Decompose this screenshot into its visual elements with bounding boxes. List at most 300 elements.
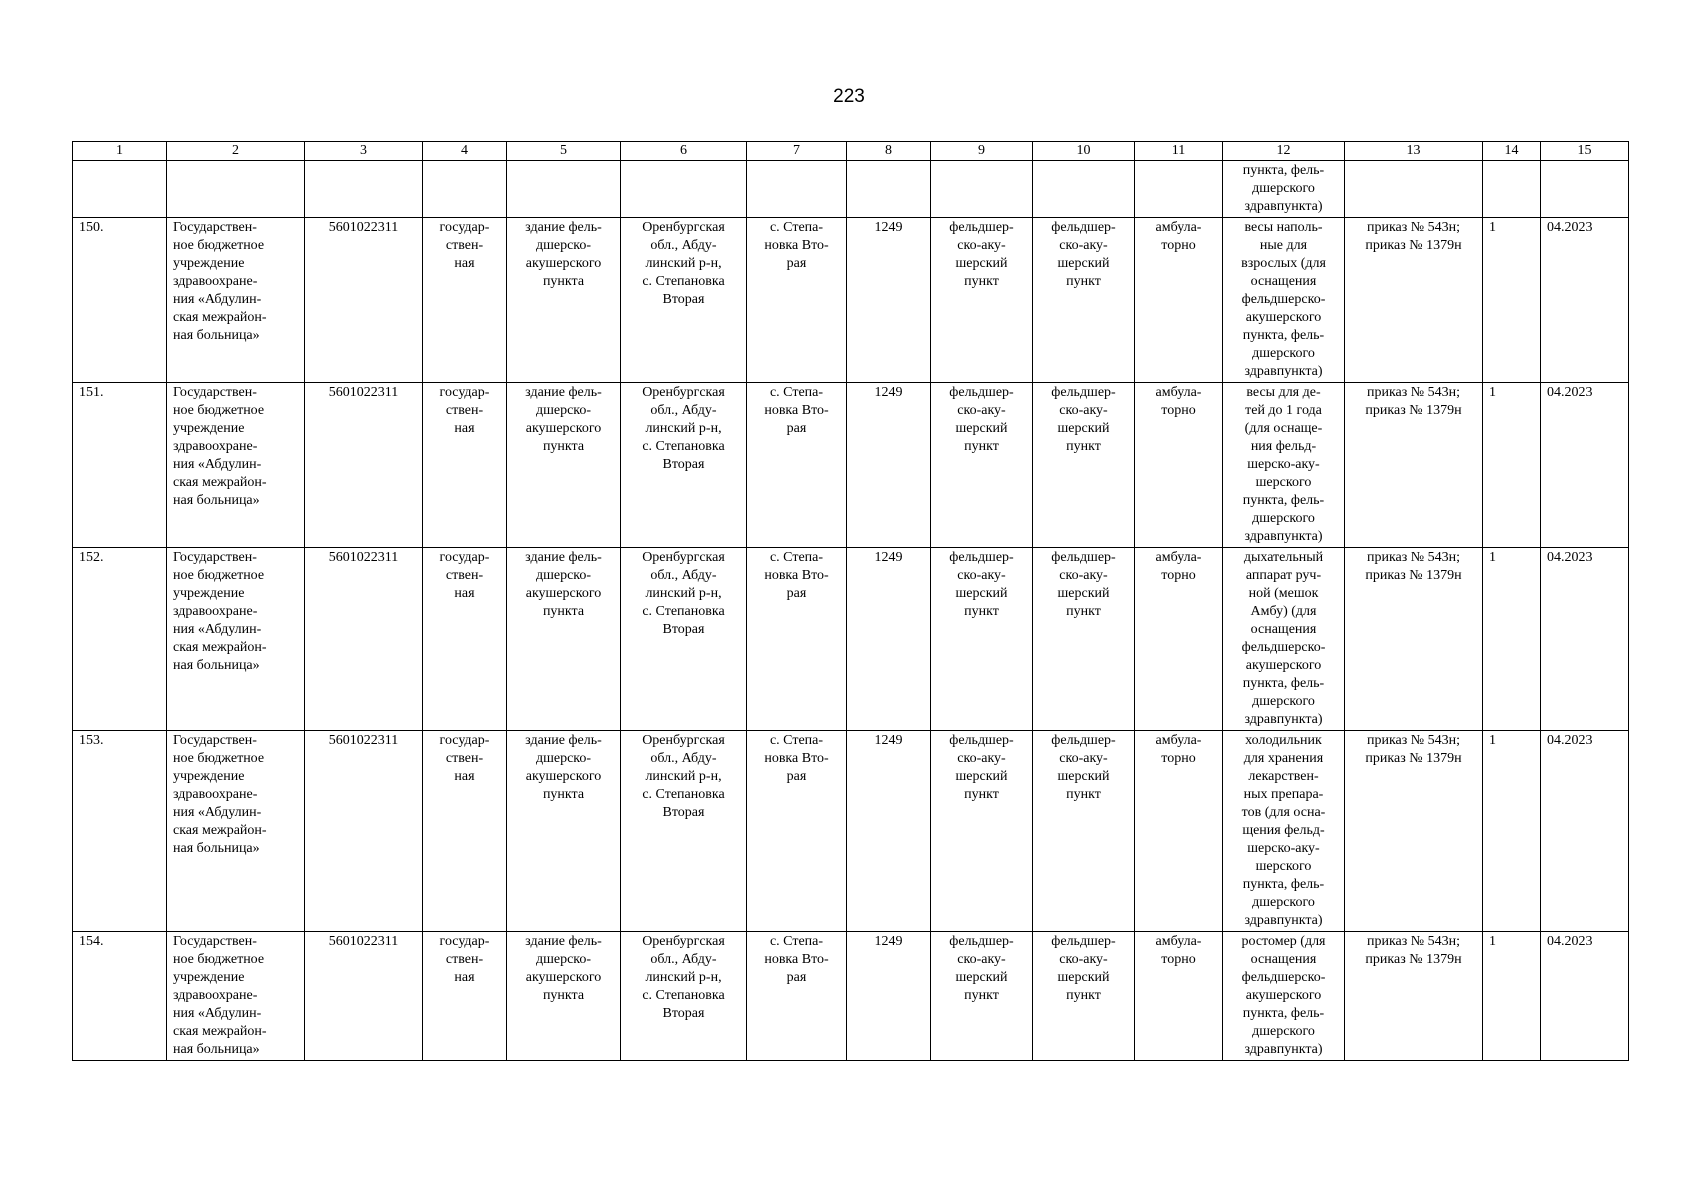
- cell-line: ная: [454, 586, 475, 601]
- cell-line: торно: [1161, 751, 1196, 766]
- cell-line: учреждение: [173, 970, 245, 985]
- equipment-cell: [1223, 932, 1345, 1061]
- cell-line: пункта, фель-: [1242, 493, 1325, 508]
- cell-line: шерский: [955, 769, 1008, 784]
- row-number-cell: 151.: [73, 383, 167, 548]
- cell-line: амбула-: [1155, 733, 1202, 748]
- cell-line: ско-аку-: [957, 751, 1006, 766]
- cell-line: учреждение: [173, 769, 245, 784]
- column-header: 11: [1135, 142, 1223, 161]
- cell-line: ствен-: [445, 568, 484, 583]
- cell-line: с. Степа-: [769, 733, 824, 748]
- cell-line: амбула-: [1155, 934, 1202, 949]
- column-header: 9: [931, 142, 1033, 161]
- inn-cell: 5601022311: [305, 932, 423, 1061]
- cell-line: здание фель-: [525, 220, 602, 235]
- cell-line: амбула-: [1155, 385, 1202, 400]
- cell-line: шерский: [955, 970, 1008, 985]
- cell-line: ное бюджетное: [173, 238, 265, 253]
- table-cell: [167, 161, 305, 218]
- cell-line: шерского: [1255, 475, 1312, 490]
- cell-line: ско-аку-: [957, 238, 1006, 253]
- cell-line: государ-: [439, 733, 490, 748]
- cell-line: Оренбургская: [642, 385, 725, 400]
- cell-line: новка Вто-: [764, 568, 829, 583]
- cell-line: пункт: [1066, 604, 1101, 619]
- table-row: [73, 731, 1629, 932]
- order-cell: [1345, 218, 1483, 383]
- cell-line: ская межрайон-: [173, 310, 267, 325]
- cell-line: Государствен-: [173, 220, 257, 235]
- cell-line: аппарат руч-: [1245, 568, 1322, 583]
- date-cell: 04.2023: [1541, 383, 1629, 548]
- cell-line: новка Вто-: [764, 238, 829, 253]
- cell-line: пункта: [542, 787, 585, 802]
- address-cell: [621, 548, 747, 731]
- cell-line: акушерского: [1245, 658, 1322, 673]
- cell-line: государ-: [439, 220, 490, 235]
- cell-line: пункта: [542, 439, 585, 454]
- cell-line: пункт: [1066, 274, 1101, 289]
- cell-line: торно: [1161, 403, 1196, 418]
- care-type-cell: [1135, 731, 1223, 932]
- organization-cell: [167, 932, 305, 1061]
- cell-line: холодильник: [1245, 733, 1322, 748]
- count-cell: 1: [1483, 383, 1541, 548]
- cell-line: торно: [1161, 952, 1196, 967]
- cell-line: весы для де-: [1246, 385, 1321, 400]
- settlement-cell: [747, 218, 847, 383]
- cell-line: лекарствен-: [1248, 769, 1319, 784]
- cell-line: государ-: [439, 934, 490, 949]
- cell-line: ная больница»: [173, 841, 260, 856]
- cell-line: пункта, фель-: [1242, 676, 1325, 691]
- column-header: 7: [747, 142, 847, 161]
- order-cell: [1345, 548, 1483, 731]
- equipment-cell: [1223, 218, 1345, 383]
- cell-line: торно: [1161, 568, 1196, 583]
- cell-line: с. Степа-: [769, 385, 824, 400]
- row-number-cell: 153.: [73, 731, 167, 932]
- table-cell: [931, 161, 1033, 218]
- cell-line: фельдшер-: [1051, 385, 1116, 400]
- cell-line: линский р-н,: [645, 256, 722, 271]
- cell-line: ное бюджетное: [173, 568, 265, 583]
- population-cell: 1249: [847, 383, 931, 548]
- cell-line: приказ № 543н;: [1366, 550, 1461, 565]
- cell-line: приказ № 543н;: [1366, 934, 1461, 949]
- cell-line: тей до 1 года: [1245, 403, 1322, 418]
- cell-line: фельдшер-: [949, 934, 1014, 949]
- address-cell: [621, 731, 747, 932]
- column-header: 12: [1223, 142, 1345, 161]
- cell-line: фельдшер-: [1051, 550, 1116, 565]
- cell-line: ных препара-: [1243, 787, 1324, 802]
- organization-cell: [167, 548, 305, 731]
- cell-line: обл., Абду-: [650, 568, 717, 583]
- cell-line: ская межрайон-: [173, 475, 267, 490]
- cell-line: Вторая: [662, 292, 705, 307]
- cell-line: шерский: [955, 421, 1008, 436]
- organization-cell: [167, 218, 305, 383]
- cell-line: ско-аку-: [957, 403, 1006, 418]
- column-header: 4: [423, 142, 507, 161]
- cell-line: здравпункта): [1244, 199, 1323, 214]
- column-header: 10: [1033, 142, 1135, 161]
- cell-line: ная больница»: [173, 493, 260, 508]
- population-cell: 1249: [847, 218, 931, 383]
- column-header: 1: [73, 142, 167, 161]
- cell-line: с. Степа-: [769, 934, 824, 949]
- order-cell: [1345, 383, 1483, 548]
- cell-line: пункт: [1066, 988, 1101, 1003]
- cell-line: фельдшер-: [949, 550, 1014, 565]
- date-cell: 04.2023: [1541, 218, 1629, 383]
- cell-line: дшерского: [1252, 181, 1315, 196]
- cell-line: рая: [786, 421, 807, 436]
- count-cell: 1: [1483, 548, 1541, 731]
- address-cell: [621, 218, 747, 383]
- order-cell: [1345, 932, 1483, 1061]
- page-number: 223: [833, 86, 865, 107]
- cell-line: весы наполь-: [1244, 220, 1323, 235]
- population-cell: 1249: [847, 548, 931, 731]
- unit-type-cell: [1033, 932, 1135, 1061]
- cell-line: шерского: [1255, 859, 1312, 874]
- table-cell: [507, 161, 621, 218]
- cell-line: учреждение: [173, 421, 245, 436]
- building-cell: [507, 218, 621, 383]
- continuation-row: [73, 161, 1629, 218]
- cell-line: шерский: [1057, 421, 1110, 436]
- cell-line: щения фельд-: [1242, 823, 1325, 838]
- table-row: [73, 548, 1629, 731]
- cell-line: обл., Абду-: [650, 238, 717, 253]
- cell-line: здравпункта): [1244, 1042, 1323, 1057]
- cell-line: ствен-: [445, 403, 484, 418]
- cell-line: здравпункта): [1244, 712, 1323, 727]
- column-header: 14: [1483, 142, 1541, 161]
- cell-line: с. Степановка: [642, 604, 725, 619]
- cell-line: линский р-н,: [645, 421, 722, 436]
- cell-line: приказ № 543н;: [1366, 733, 1461, 748]
- address-cell: [621, 932, 747, 1061]
- cell-line: Государствен-: [173, 550, 257, 565]
- cell-line: шерский: [1057, 586, 1110, 601]
- count-cell: 1: [1483, 932, 1541, 1061]
- cell-line: пункта, фель-: [1242, 163, 1325, 178]
- cell-line: пункта: [542, 988, 585, 1003]
- order-cell: [1345, 731, 1483, 932]
- cell-line: приказ № 1379н: [1365, 952, 1462, 967]
- column-header: 13: [1345, 142, 1483, 161]
- cell-line: пункта, фель-: [1242, 328, 1325, 343]
- cell-line: ствен-: [445, 238, 484, 253]
- cell-line: здравоохране-: [173, 988, 258, 1003]
- cell-line: Оренбургская: [642, 220, 725, 235]
- cell-line: пункт: [1066, 787, 1101, 802]
- unit-type-cell: [931, 218, 1033, 383]
- cell-line: обл., Абду-: [650, 751, 717, 766]
- unit-type-cell: [931, 731, 1033, 932]
- cell-line: для хранения: [1243, 751, 1324, 766]
- cell-line: амбула-: [1155, 550, 1202, 565]
- cell-line: акушерского: [1245, 988, 1322, 1003]
- cell-line: обл., Абду-: [650, 403, 717, 418]
- care-type-cell: [1135, 218, 1223, 383]
- cell-line: ростомер (для: [1241, 934, 1326, 949]
- cell-line: ния «Абдулин-: [173, 805, 262, 820]
- inn-cell: 5601022311: [305, 383, 423, 548]
- cell-line: Государствен-: [173, 385, 257, 400]
- cell-line: дшерско-: [535, 238, 592, 253]
- cell-line: фельдшер-: [1051, 733, 1116, 748]
- table-cell: [1033, 161, 1135, 218]
- cell-line: (для оснаще-: [1244, 421, 1323, 436]
- cell-line: пункт: [964, 988, 999, 1003]
- cell-line: дшерско-: [535, 751, 592, 766]
- cell-line: здравпункта): [1244, 529, 1323, 544]
- unit-type-cell: [931, 383, 1033, 548]
- cell-line: ско-аку-: [1059, 568, 1108, 583]
- cell-line: ствен-: [445, 952, 484, 967]
- address-cell: [621, 383, 747, 548]
- row-number-cell: 154.: [73, 932, 167, 1061]
- equipment-cell: [1223, 383, 1345, 548]
- column-number-row: [73, 142, 1629, 161]
- cell-line: с. Степа-: [769, 220, 824, 235]
- cell-line: шерский: [955, 256, 1008, 271]
- organization-cell: [167, 383, 305, 548]
- table-cell: [1345, 161, 1483, 218]
- table-cell: [1135, 161, 1223, 218]
- cell-line: учреждение: [173, 256, 245, 271]
- cell-line: оснащения: [1250, 274, 1317, 289]
- cell-line: пункт: [964, 274, 999, 289]
- ownership-cell: [423, 731, 507, 932]
- table-cell: [423, 161, 507, 218]
- cell-line: учреждение: [173, 586, 245, 601]
- cell-line: тов (для осна-: [1241, 805, 1326, 820]
- cell-line: ной (мешок: [1248, 586, 1319, 601]
- population-cell: 1249: [847, 731, 931, 932]
- table-cell: [621, 161, 747, 218]
- unit-type-cell: [1033, 548, 1135, 731]
- cell-line: ско-аку-: [1059, 751, 1108, 766]
- equipment-cell: [1223, 548, 1345, 731]
- ownership-cell: [423, 932, 507, 1061]
- cell-line: пункт: [964, 439, 999, 454]
- cell-line: ные для: [1259, 238, 1308, 253]
- cell-line: приказ № 1379н: [1365, 568, 1462, 583]
- cell-line: здравоохране-: [173, 439, 258, 454]
- cell-line: фельдшерско-: [1241, 640, 1326, 655]
- cell-line: ско-аку-: [957, 568, 1006, 583]
- cell-line: пункта, фель-: [1242, 877, 1325, 892]
- cell-line: пункта: [542, 604, 585, 619]
- date-cell: 04.2023: [1541, 548, 1629, 731]
- cell-line: приказ № 1379н: [1365, 751, 1462, 766]
- cell-line: Вторая: [662, 457, 705, 472]
- table-cell: [847, 161, 931, 218]
- cell-line: фельдшерско-: [1241, 292, 1326, 307]
- column-header: 8: [847, 142, 931, 161]
- registry-table: [72, 141, 1629, 1061]
- care-type-cell: [1135, 932, 1223, 1061]
- cell-line: дшерского: [1252, 895, 1315, 910]
- cell-line: государ-: [439, 385, 490, 400]
- cell-line: оснащения: [1250, 622, 1317, 637]
- cell-line: фельдшер-: [949, 385, 1014, 400]
- cell-line: фельдшерско-: [1241, 970, 1326, 985]
- cell-line: дыхательный: [1243, 550, 1324, 565]
- cell-line: с. Степановка: [642, 439, 725, 454]
- cell-line: торно: [1161, 238, 1196, 253]
- cell-line: пункт: [1066, 439, 1101, 454]
- date-cell: 04.2023: [1541, 932, 1629, 1061]
- cell-line: дшерского: [1252, 511, 1315, 526]
- cell-line: ная: [454, 256, 475, 271]
- ownership-cell: [423, 548, 507, 731]
- cell-line: новка Вто-: [764, 751, 829, 766]
- cell-line: ствен-: [445, 751, 484, 766]
- cell-line: рая: [786, 769, 807, 784]
- cell-line: ская межрайон-: [173, 823, 267, 838]
- cell-line: пункт: [964, 604, 999, 619]
- cell-line: рая: [786, 586, 807, 601]
- unit-type-cell: [1033, 383, 1135, 548]
- cell-line: акушерского: [1245, 310, 1322, 325]
- cell-line: фельдшер-: [1051, 220, 1116, 235]
- cell-line: шерско-аку-: [1247, 841, 1320, 856]
- cell-line: дшерско-: [535, 952, 592, 967]
- settlement-cell: [747, 731, 847, 932]
- cell-line: рая: [786, 970, 807, 985]
- cell-line: дшерско-: [535, 568, 592, 583]
- cell-line: Оренбургская: [642, 550, 725, 565]
- cell-line: с. Степановка: [642, 274, 725, 289]
- cell-line: ско-аку-: [1059, 952, 1108, 967]
- cell-line: ная: [454, 970, 475, 985]
- cell-line: фельдшер-: [949, 733, 1014, 748]
- table-row: [73, 383, 1629, 548]
- cell-line: здание фель-: [525, 934, 602, 949]
- cell-line: ное бюджетное: [173, 751, 265, 766]
- column-header: 3: [305, 142, 423, 161]
- care-type-cell: [1135, 548, 1223, 731]
- cell-line: ная больница»: [173, 328, 260, 343]
- cell-line: приказ № 543н;: [1366, 220, 1461, 235]
- cell-line: линский р-н,: [645, 769, 722, 784]
- cell-line: шерский: [1057, 970, 1110, 985]
- table-cell: [1541, 161, 1629, 218]
- cell-line: дшерского: [1252, 1024, 1315, 1039]
- cell-line: взрослых (для: [1241, 256, 1326, 271]
- column-header: 15: [1541, 142, 1629, 161]
- cell-line: ная больница»: [173, 1042, 260, 1057]
- cell-line: акушерского: [525, 970, 602, 985]
- cell-line: шерский: [1057, 256, 1110, 271]
- cell-line: ская межрайон-: [173, 1024, 267, 1039]
- cell-line: здание фель-: [525, 733, 602, 748]
- cell-line: здравпункта): [1244, 364, 1323, 379]
- table-cell: [1483, 161, 1541, 218]
- table-row: [73, 218, 1629, 383]
- cell-line: дшерско-: [535, 403, 592, 418]
- cell-line: шерско-аку-: [1247, 457, 1320, 472]
- unit-type-cell: [1033, 731, 1135, 932]
- cell-line: шерский: [1057, 769, 1110, 784]
- cell-line: приказ № 1379н: [1365, 403, 1462, 418]
- cell-line: ная больница»: [173, 658, 260, 673]
- cell-line: приказ № 543н;: [1366, 385, 1461, 400]
- cell-line: Оренбургская: [642, 733, 725, 748]
- column-header: 2: [167, 142, 305, 161]
- cell-line: линский р-н,: [645, 586, 722, 601]
- cell-line: Государствен-: [173, 934, 257, 949]
- care-type-cell: [1135, 383, 1223, 548]
- inn-cell: 5601022311: [305, 548, 423, 731]
- cell-line: Оренбургская: [642, 934, 725, 949]
- cell-line: государ-: [439, 550, 490, 565]
- cell-line: приказ № 1379н: [1365, 238, 1462, 253]
- building-cell: [507, 731, 621, 932]
- cell-line: рая: [786, 256, 807, 271]
- cell-line: новка Вто-: [764, 403, 829, 418]
- cell-line: ния «Абдулин-: [173, 1006, 262, 1021]
- cell-line: ско-аку-: [1059, 238, 1108, 253]
- cell-line: здание фель-: [525, 385, 602, 400]
- cell-line: ния «Абдулин-: [173, 292, 262, 307]
- cell-line: ско-аку-: [957, 952, 1006, 967]
- unit-type-cell: [1033, 218, 1135, 383]
- cell-line: фельдшер-: [949, 220, 1014, 235]
- cell-line: здание фель-: [525, 550, 602, 565]
- date-cell: 04.2023: [1541, 731, 1629, 932]
- cell-line: акушерского: [525, 769, 602, 784]
- cell-line: амбула-: [1155, 220, 1202, 235]
- settlement-cell: [747, 548, 847, 731]
- table-cell: [305, 161, 423, 218]
- count-cell: 1: [1483, 218, 1541, 383]
- ownership-cell: [423, 383, 507, 548]
- cell-line: пункт: [964, 787, 999, 802]
- cell-line: с. Степановка: [642, 787, 725, 802]
- ownership-cell: [423, 218, 507, 383]
- cell-line: Вторая: [662, 622, 705, 637]
- cell-line: фельдшер-: [1051, 934, 1116, 949]
- cell-line: ния «Абдулин-: [173, 457, 262, 472]
- table-row: [73, 932, 1629, 1061]
- cell-line: Амбу) (для: [1250, 604, 1317, 619]
- cell-line: ная: [454, 769, 475, 784]
- unit-type-cell: [931, 548, 1033, 731]
- building-cell: [507, 383, 621, 548]
- cell-line: ния «Абдулин-: [173, 622, 262, 637]
- column-header: 6: [621, 142, 747, 161]
- cell-line: ное бюджетное: [173, 403, 265, 418]
- equipment-cell: [1223, 161, 1345, 218]
- cell-line: здравоохране-: [173, 274, 258, 289]
- cell-line: ная: [454, 421, 475, 436]
- cell-line: ско-аку-: [1059, 403, 1108, 418]
- cell-line: Вторая: [662, 805, 705, 820]
- building-cell: [507, 548, 621, 731]
- cell-line: ное бюджетное: [173, 952, 265, 967]
- cell-line: новка Вто-: [764, 952, 829, 967]
- column-header: 5: [507, 142, 621, 161]
- cell-line: обл., Абду-: [650, 952, 717, 967]
